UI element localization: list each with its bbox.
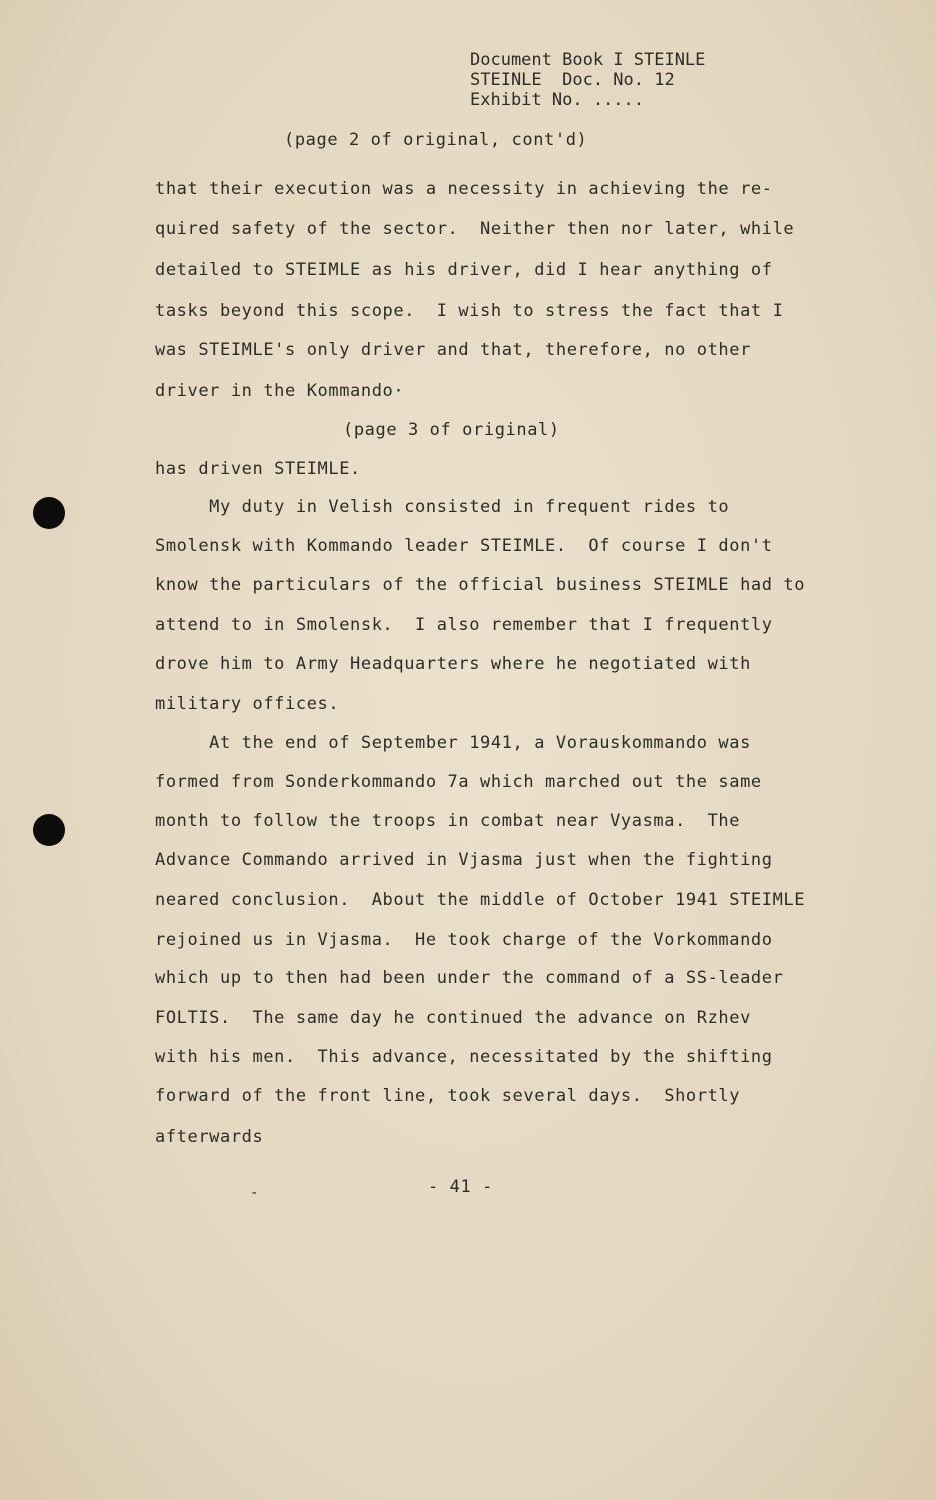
body-line: neared conclusion. About the middle of October 1941 STEIMLE <box>155 890 806 910</box>
body-line: At the end of September 1941, a Vorauskommando was <box>155 733 751 753</box>
page-note-mid: (page 3 of original) <box>343 420 560 440</box>
body-line: that their execution was a necessity in achieving the re- <box>155 179 773 199</box>
punch-hole-bottom <box>33 814 65 846</box>
header-exhibit: Exhibit No. ..... <box>470 90 644 110</box>
body-line: month to follow the troops in combat near Vyasma. The <box>155 811 741 831</box>
footer-mark: - <box>250 1185 259 1201</box>
body-line: military offices. <box>155 694 340 714</box>
body-line: Smolensk with Kommando leader STEIMLE. Of course I don't <box>155 536 773 556</box>
document-header <box>470 50 705 110</box>
body-line: which up to then had been under the command of a SS-leader <box>155 968 784 988</box>
body-line: FOLTIS. The same day he continued the advance on Rzhev <box>155 1008 751 1028</box>
header-doc-number: STEINLE Doc. No. 12 <box>470 70 675 90</box>
body-line: was STEIMLE's only driver and that, therefore, no other <box>155 340 751 360</box>
body-line: attend to in Smolensk. I also remember that I frequently <box>155 615 773 635</box>
body-line: forward of the front line, took several days. Shortly <box>155 1086 741 1106</box>
body-line: has driven STEIMLE. <box>155 459 361 479</box>
body-line: drove him to Army Headquarters where he negotiated with <box>155 654 751 674</box>
body-line: tasks beyond this scope. I wish to stress the fact that I <box>155 301 784 321</box>
body-line: rejoined us in Vjasma. He took charge of the Vorkommando <box>155 930 773 950</box>
body-line: know the particulars of the official business STEIMLE had to <box>155 575 806 595</box>
body-line: afterwards <box>155 1127 264 1147</box>
punch-hole-top <box>33 497 65 529</box>
body-line: quired safety of the sector. Neither then nor later, while <box>155 219 795 239</box>
body-line: driver in the Kommando· <box>155 381 405 401</box>
body-line: formed from Sonderkommando 7a which marched out the same <box>155 772 762 792</box>
body-line: detailed to STEIMLE as his driver, did I hear anything of <box>155 260 773 280</box>
header-doc-book: Document Book I STEINLE <box>470 50 706 70</box>
body-line: with his men. This advance, necessitated by the shifting <box>155 1047 773 1067</box>
page-number: - 41 - <box>428 1177 494 1197</box>
body-line: My duty in Velish consisted in frequent rides to <box>155 497 730 517</box>
body-line: Advance Commando arrived in Vjasma just when the fighting <box>155 850 773 870</box>
page-note-top: (page 2 of original, cont'd) <box>284 130 588 150</box>
